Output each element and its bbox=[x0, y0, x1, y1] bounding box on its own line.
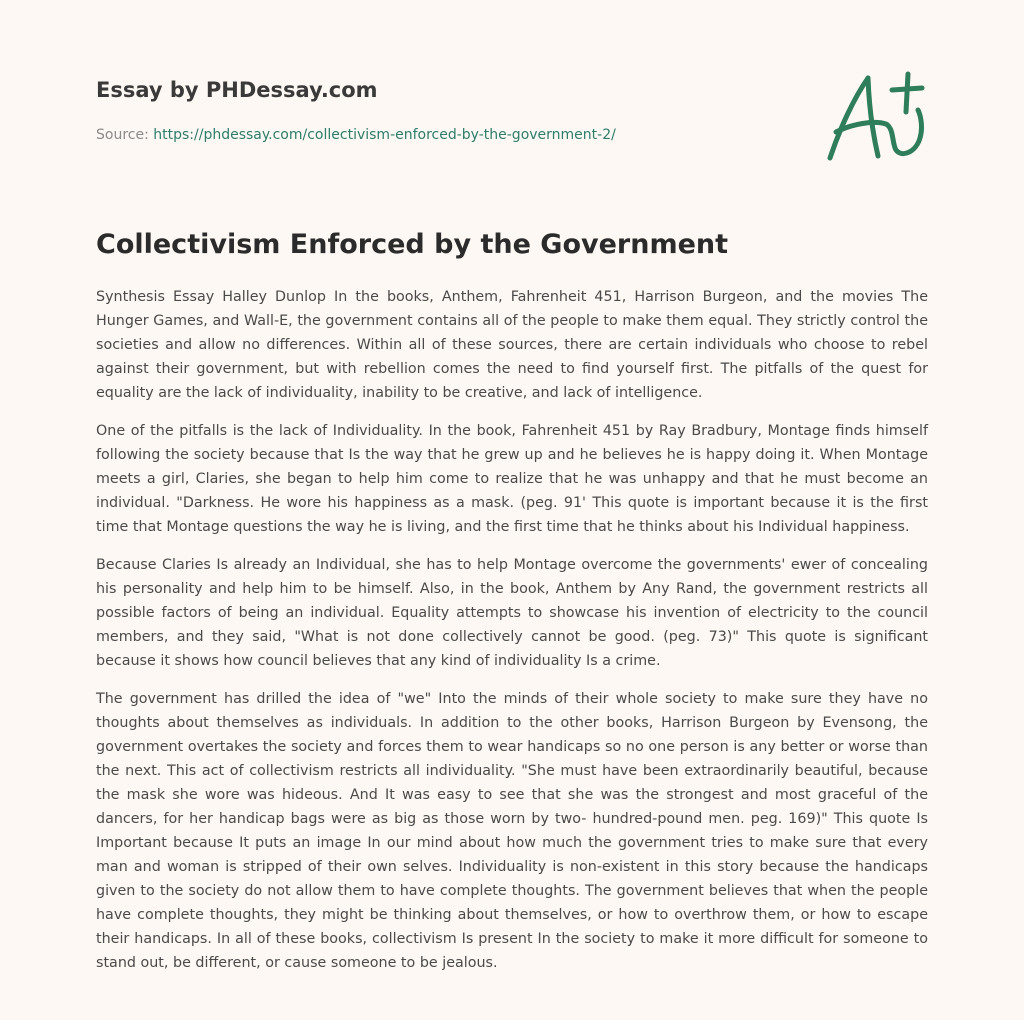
source-link[interactable]: https://phdessay.com/collectivism-enforced-by-the-government-2/ bbox=[153, 127, 616, 143]
paragraph: The government has drilled the idea of "we" Into the minds of their whole society to make sure they have no thoughts about themselves as individuals. In addition to the other books, Harrison Burgeon by Evensong, the government overtakes the society and forces them to wear handicaps so no one person is any better or worse than the next. This act of collectivism restricts all individuality. "She must have been extraordinarily beautiful, because the mask she wore was hideous. And It was easy to see that she was the strongest and most graceful of the dancers, for her handicap bags were as big as those worn by two- hundred-pound men. peg. 169)" This quote Is Important because It puts an image In our mind about how much the government tries to make sure that every man and woman is stripped of their own selves. Individuality is non-existent in this story because the handicaps given to the society do not allow them to have complete thoughts. The government believes that when the people have complete thoughts, they might be thinking about themselves, or how to overthrow them, or how to escape their handicaps. In all of these books, collectivism Is present In the society to make it more difficult for someone to stand out, be different, or cause someone to be jealous. bbox=[96, 691, 928, 971]
paragraph: Synthesis Essay Halley Dunlop In the books, Anthem, Fahrenheit 451, Harrison Burgeon, and the movies The Hunger Games, and Wall-E, the government contains all of the people to make them equal. They strictly control the societies and allow no differences. Within all of these sources, there are certain individuals who choose to rebel against their government, but with rebellion comes the need to find yourself first. The pitfalls of the quest for equality are the lack of individuality, inability to be creative, and lack of intelligence. bbox=[96, 289, 928, 401]
source-line bbox=[96, 125, 796, 145]
a-plus-grade-icon bbox=[822, 66, 932, 166]
article-body bbox=[96, 285, 928, 989]
source-label: Source: bbox=[96, 127, 154, 143]
essay-header bbox=[96, 76, 796, 145]
article-title: Collectivism Enforced by the Government bbox=[96, 229, 729, 260]
paragraph: Because Claries Is already an Individual, she has to help Montage overcome the governments' ewer of concealing his personality and help him to be himself. Also, in the book, Anthem by Any Rand, the government restricts all possible factors of being an individual. Equality attempts to showcase his invention of electricity to the council members, and they said, "What is not done collectively cannot be good. (peg. 73)" This quote is significant because it shows how council believes that any kind of individuality Is a crime. bbox=[96, 557, 928, 669]
paragraph: One of the pitfalls is the lack of Individuality. In the book, Fahrenheit 451 by Ray Bradbury, Montage finds himself following the society because that Is the way that he grew up and he believes he is happy doing it. When Montage meets a girl, Claries, she began to help him come to realize that he was unhappy and that he must become an individual. "Darkness. He wore his happiness as a mask. (peg. 91' This quote is important because it is the first time that Montage questions the way he is living, and the first time that he thinks about his Individual happiness. bbox=[96, 423, 928, 535]
site-brand: Essay by PHDessay.com bbox=[96, 78, 378, 102]
